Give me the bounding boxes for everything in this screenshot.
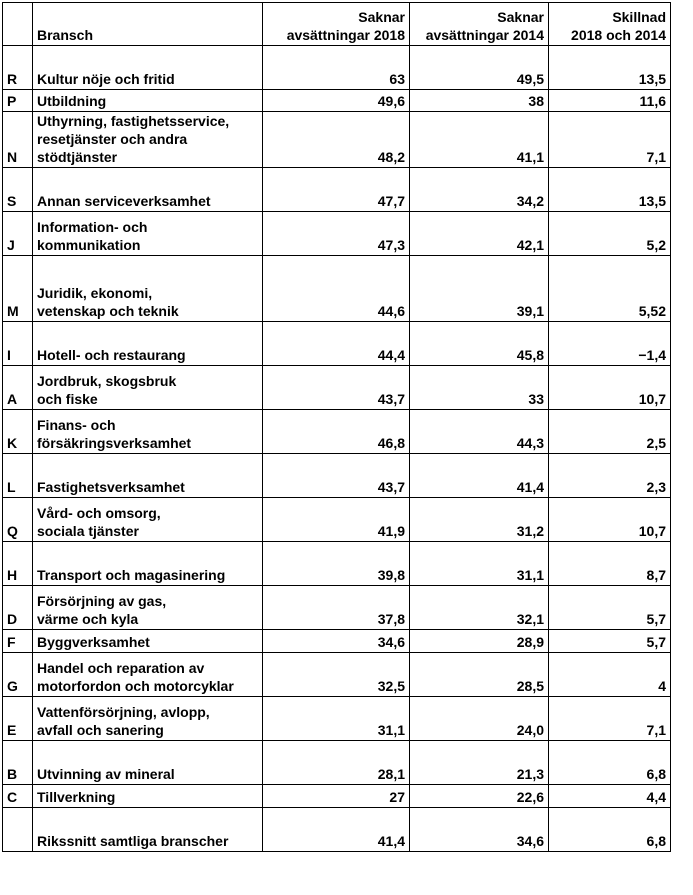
cell-diff: 8,7 bbox=[549, 542, 671, 586]
cell-2014: 32,1 bbox=[410, 586, 549, 630]
cell-2014: 34,6 bbox=[410, 808, 549, 852]
cell-code: N bbox=[3, 112, 33, 168]
cell-code: E bbox=[3, 697, 33, 741]
table-row bbox=[3, 586, 671, 630]
cell-2014: 21,3 bbox=[410, 741, 549, 785]
table-row bbox=[3, 498, 671, 542]
cell-2018: 44,6 bbox=[263, 256, 410, 322]
table-row bbox=[3, 90, 671, 112]
table-row bbox=[3, 410, 671, 454]
cell-2014: 24,0 bbox=[410, 697, 549, 741]
table-row bbox=[3, 322, 671, 366]
cell-diff: 13,5 bbox=[549, 168, 671, 212]
table-row bbox=[3, 785, 671, 808]
table-row bbox=[3, 168, 671, 212]
cell-diff: 7,1 bbox=[549, 112, 671, 168]
cell-bransch: Försörjning av gas, värme och kyla bbox=[33, 586, 263, 630]
cell-code: F bbox=[3, 630, 33, 653]
cell-code: S bbox=[3, 168, 33, 212]
header-2014: Saknar avsättningar 2014 bbox=[410, 3, 549, 46]
cell-bransch: Hotell- och restaurang bbox=[33, 322, 263, 366]
cell-code: H bbox=[3, 542, 33, 586]
cell-2014: 42,1 bbox=[410, 212, 549, 256]
industry-table bbox=[2, 2, 671, 852]
cell-2014: 45,8 bbox=[410, 322, 549, 366]
cell-code: G bbox=[3, 653, 33, 697]
cell-code: R bbox=[3, 46, 33, 90]
cell-code: L bbox=[3, 454, 33, 498]
cell-diff: 11,6 bbox=[549, 90, 671, 112]
cell-bransch: Utbildning bbox=[33, 90, 263, 112]
cell-bransch: Rikssnitt samtliga branscher bbox=[33, 808, 263, 852]
cell-2018: 43,7 bbox=[263, 454, 410, 498]
table-row bbox=[3, 212, 671, 256]
cell-diff: 7,1 bbox=[549, 697, 671, 741]
cell-2018: 63 bbox=[263, 46, 410, 90]
cell-2018: 37,8 bbox=[263, 586, 410, 630]
cell-2018: 46,8 bbox=[263, 410, 410, 454]
table-row bbox=[3, 454, 671, 498]
table-row bbox=[3, 630, 671, 653]
cell-2014: 28,5 bbox=[410, 653, 549, 697]
cell-2014: 31,2 bbox=[410, 498, 549, 542]
cell-code: D bbox=[3, 586, 33, 630]
cell-diff: 5,52 bbox=[549, 256, 671, 322]
table-row bbox=[3, 256, 671, 322]
cell-diff: −1,4 bbox=[549, 322, 671, 366]
cell-2014: 33 bbox=[410, 366, 549, 410]
cell-diff: 6,8 bbox=[549, 808, 671, 852]
cell-bransch: Utvinning av mineral bbox=[33, 741, 263, 785]
cell-code: K bbox=[3, 410, 33, 454]
cell-bransch: Vård- och omsorg, sociala tjänster bbox=[33, 498, 263, 542]
cell-bransch: Byggverksamhet bbox=[33, 630, 263, 653]
cell-diff: 4 bbox=[549, 653, 671, 697]
cell-2018: 27 bbox=[263, 785, 410, 808]
cell-2014: 41,4 bbox=[410, 454, 549, 498]
cell-2014: 22,6 bbox=[410, 785, 549, 808]
header-code bbox=[3, 3, 33, 46]
header-diff: Skillnad 2018 och 2014 bbox=[549, 3, 671, 46]
cell-code: P bbox=[3, 90, 33, 112]
cell-diff: 5,7 bbox=[549, 630, 671, 653]
cell-code: C bbox=[3, 785, 33, 808]
cell-code: J bbox=[3, 212, 33, 256]
cell-2018: 41,9 bbox=[263, 498, 410, 542]
cell-diff: 2,5 bbox=[549, 410, 671, 454]
cell-2018: 49,6 bbox=[263, 90, 410, 112]
cell-2014: 34,2 bbox=[410, 168, 549, 212]
header-bransch: Bransch bbox=[33, 3, 263, 46]
cell-bransch: Information- och kommunikation bbox=[33, 212, 263, 256]
cell-bransch: Transport och magasinering bbox=[33, 542, 263, 586]
cell-2018: 41,4 bbox=[263, 808, 410, 852]
header-row bbox=[3, 3, 671, 46]
cell-bransch: Vattenförsörjning, avlopp, avfall och sanering bbox=[33, 697, 263, 741]
table-row bbox=[3, 366, 671, 410]
cell-2014: 38 bbox=[410, 90, 549, 112]
cell-2014: 49,5 bbox=[410, 46, 549, 90]
cell-code bbox=[3, 808, 33, 852]
cell-code: M bbox=[3, 256, 33, 322]
cell-code: B bbox=[3, 741, 33, 785]
cell-diff: 5,2 bbox=[549, 212, 671, 256]
cell-bransch: Annan serviceverksamhet bbox=[33, 168, 263, 212]
table-row bbox=[3, 46, 671, 90]
table-row bbox=[3, 112, 671, 168]
cell-2014: 28,9 bbox=[410, 630, 549, 653]
cell-2018: 39,8 bbox=[263, 542, 410, 586]
cell-diff: 6,8 bbox=[549, 741, 671, 785]
cell-bransch: Uthyrning, fastighetsservice, resetjänster och andra stödtjänster bbox=[33, 112, 263, 168]
cell-2018: 47,7 bbox=[263, 168, 410, 212]
table-row bbox=[3, 542, 671, 586]
cell-2014: 44,3 bbox=[410, 410, 549, 454]
cell-2018: 28,1 bbox=[263, 741, 410, 785]
cell-2014: 39,1 bbox=[410, 256, 549, 322]
cell-bransch: Kultur nöje och fritid bbox=[33, 46, 263, 90]
cell-diff: 10,7 bbox=[549, 498, 671, 542]
cell-2018: 44,4 bbox=[263, 322, 410, 366]
cell-code: I bbox=[3, 322, 33, 366]
cell-diff: 4,4 bbox=[549, 785, 671, 808]
cell-diff: 13,5 bbox=[549, 46, 671, 90]
cell-2018: 47,3 bbox=[263, 212, 410, 256]
cell-diff: 2,3 bbox=[549, 454, 671, 498]
cell-bransch: Juridik, ekonomi, vetenskap och teknik bbox=[33, 256, 263, 322]
table-row bbox=[3, 653, 671, 697]
cell-2014: 41,1 bbox=[410, 112, 549, 168]
cell-diff: 5,7 bbox=[549, 586, 671, 630]
cell-2018: 32,5 bbox=[263, 653, 410, 697]
header-2018: Saknar avsättningar 2018 bbox=[263, 3, 410, 46]
cell-bransch: Handel och reparation av motorfordon och motorcyklar bbox=[33, 653, 263, 697]
cell-2014: 31,1 bbox=[410, 542, 549, 586]
cell-bransch: Fastighetsverksamhet bbox=[33, 454, 263, 498]
cell-bransch: Finans- och försäkringsverksamhet bbox=[33, 410, 263, 454]
cell-code: A bbox=[3, 366, 33, 410]
table-row bbox=[3, 741, 671, 785]
table-row bbox=[3, 808, 671, 852]
cell-bransch: Tillverkning bbox=[33, 785, 263, 808]
cell-code: Q bbox=[3, 498, 33, 542]
cell-2018: 48,2 bbox=[263, 112, 410, 168]
cell-2018: 31,1 bbox=[263, 697, 410, 741]
cell-bransch: Jordbruk, skogsbruk och fiske bbox=[33, 366, 263, 410]
cell-diff: 10,7 bbox=[549, 366, 671, 410]
cell-2018: 34,6 bbox=[263, 630, 410, 653]
cell-2018: 43,7 bbox=[263, 366, 410, 410]
table-row bbox=[3, 697, 671, 741]
